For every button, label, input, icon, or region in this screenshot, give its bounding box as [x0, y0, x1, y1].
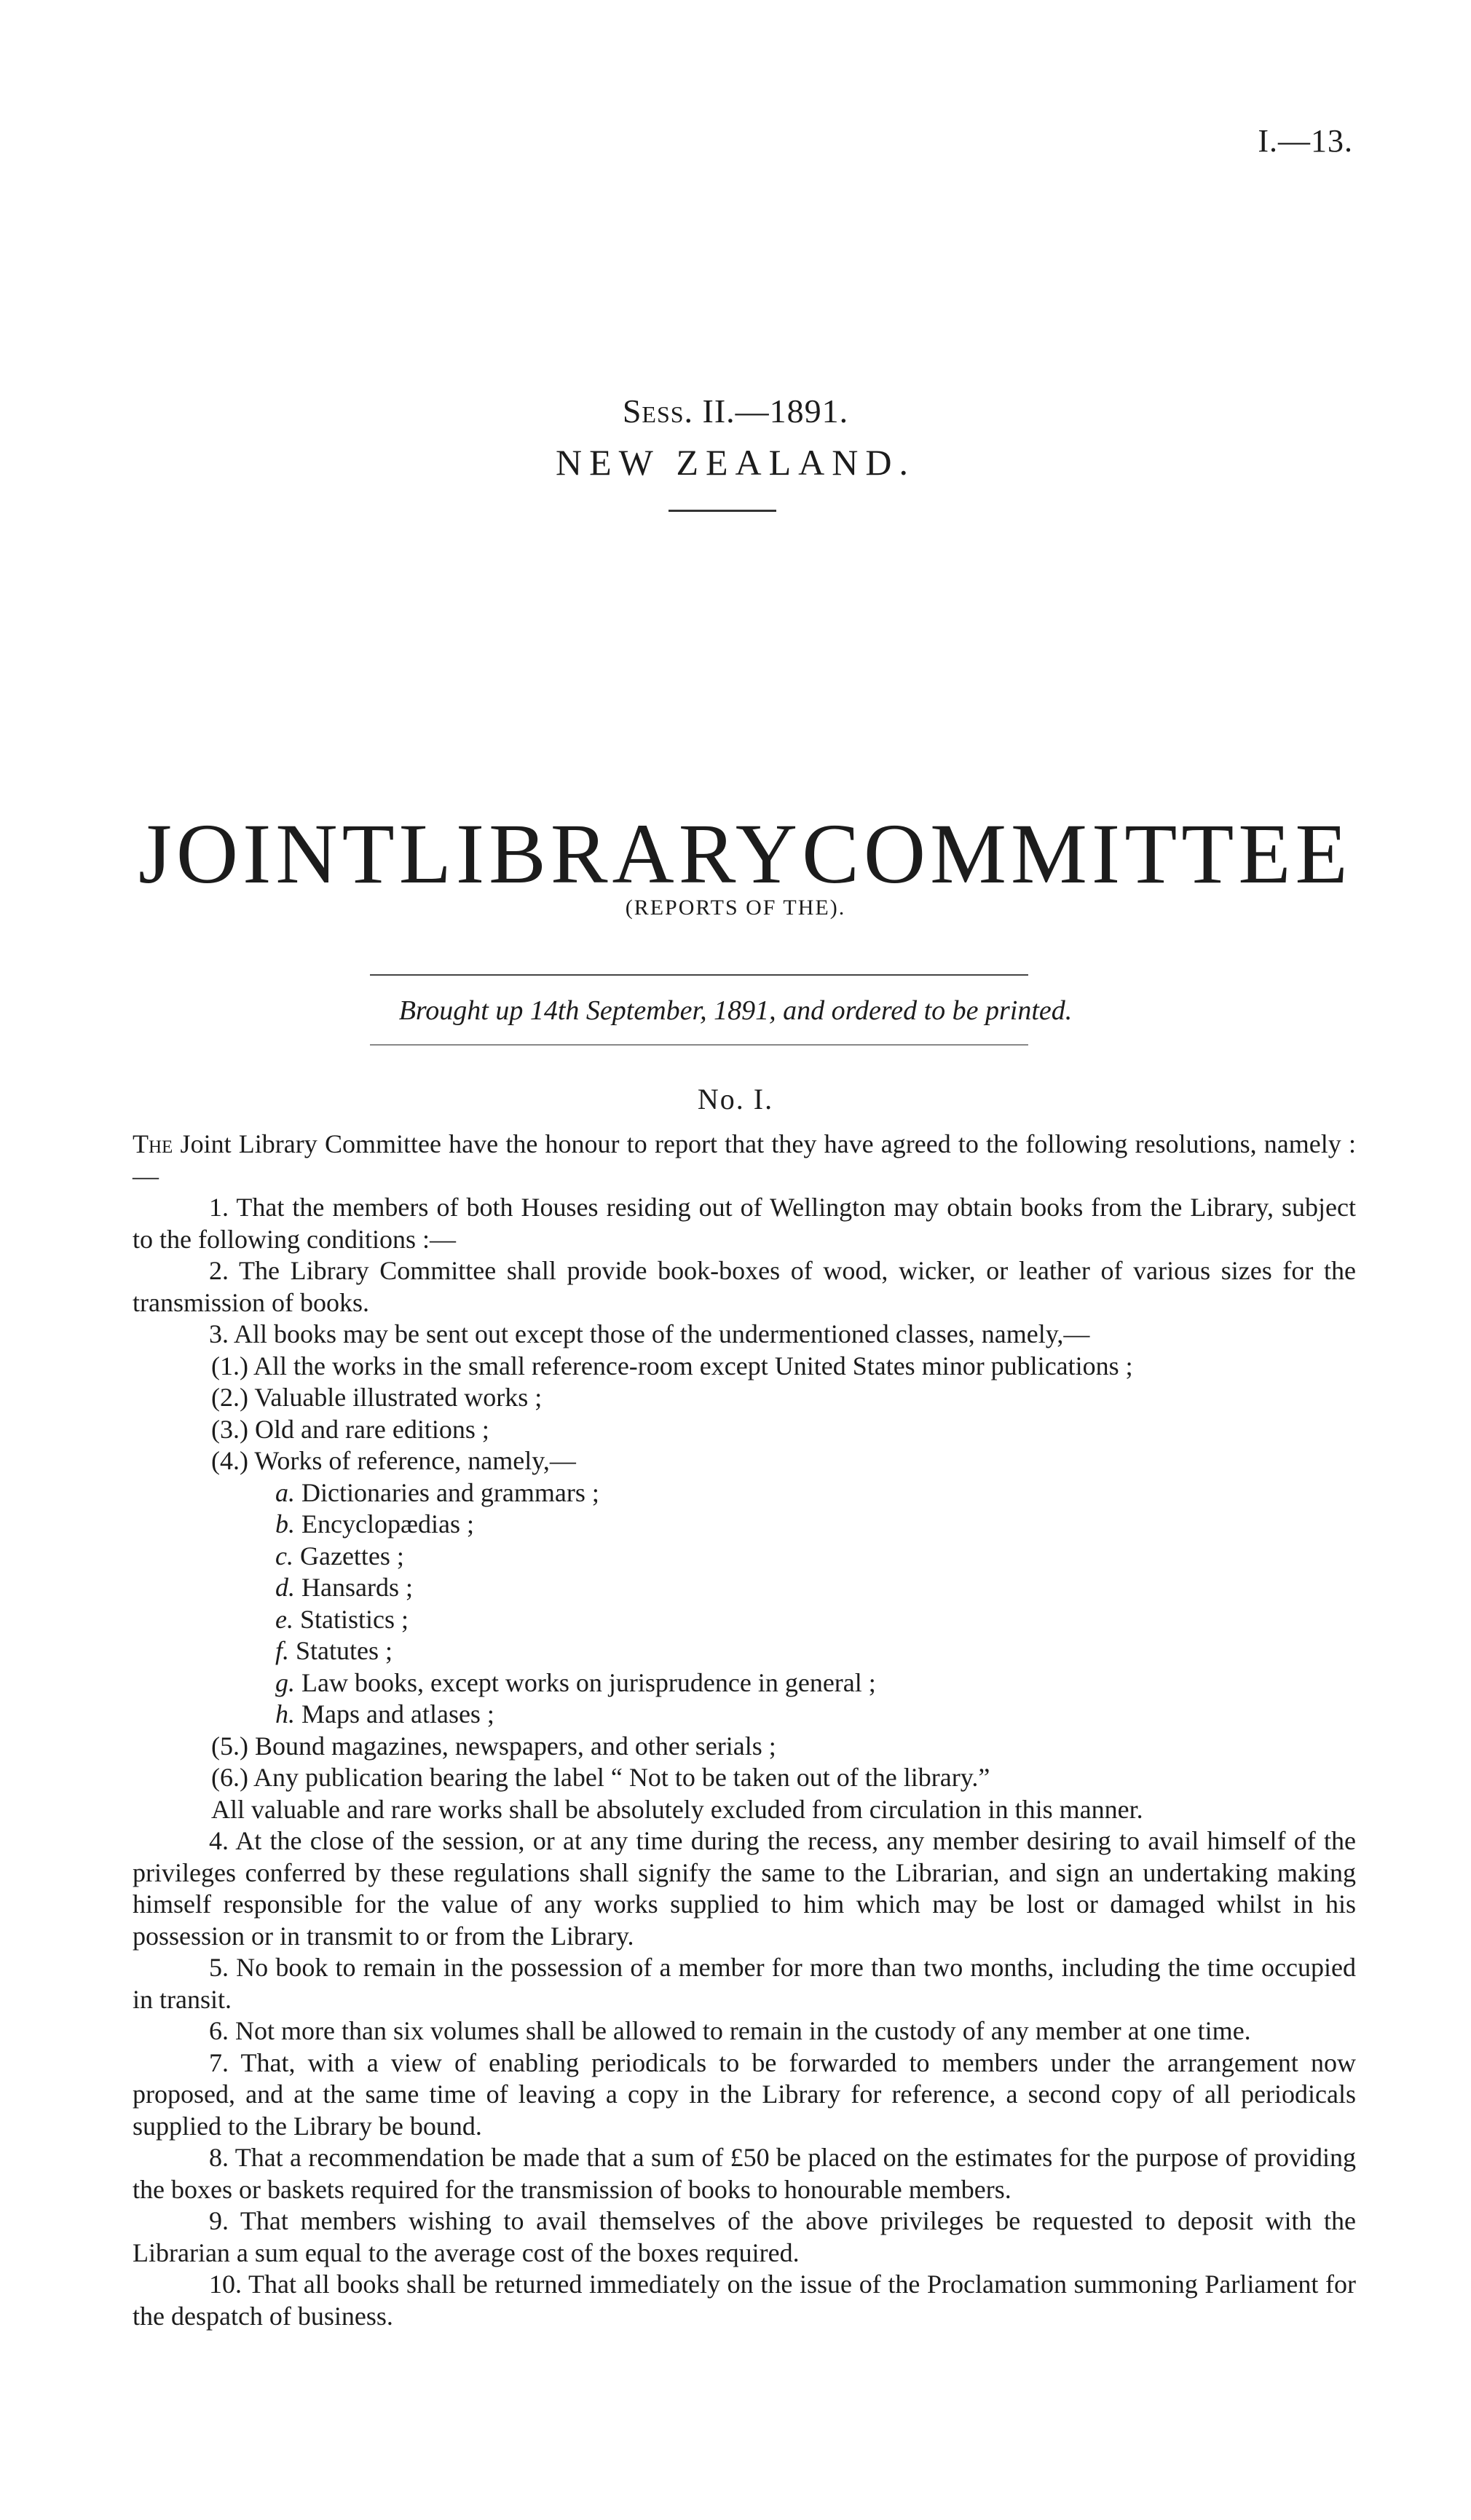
intro-text: Joint Library Committee have the honour to report that they have agreed to the following resolutions, namely :— — [133, 1129, 1356, 1190]
report-body — [133, 1129, 1356, 2332]
resolution-4: 4. At the close of the session, or at any time during the recess, any member desiring to avail himself of the privileges conferred by these regulations shall signify the same to the Librarian, and sign an undertaking making himself responsible for the value of any works supplied to him which may be lost or damaged whilst in his possession or in transmit to or from the Library. — [133, 1826, 1356, 1951]
title-word-committee: COMMITTEE — [802, 806, 1352, 901]
valuable-works-note: All valuable and rare works shall be absolutely excluded from circulation in this manner. — [211, 1794, 1143, 1824]
session-line: Sess. II.—1891. — [622, 392, 849, 430]
list-letter: c. — [275, 1541, 293, 1571]
list-letter: f. — [275, 1636, 290, 1665]
excluded-class-2: (2.) Valuable illustrated works ; — [211, 1383, 543, 1412]
reference-work-a — [133, 1477, 1356, 1509]
country-line: NEW ZEALAND. — [556, 442, 915, 483]
resolution-3: 3. All books may be sent out except those of the undermentioned classes, namely,— — [209, 1319, 1090, 1348]
list-letter: h. — [275, 1699, 295, 1729]
excluded-class-4: (4.) Works of reference, namely,— — [211, 1446, 576, 1475]
resolution-1: 1. That the members of both Houses residing out of Wellington may obtain books from the Library, subject to the following conditions :— — [133, 1193, 1356, 1254]
resolution-6: 6. Not more than six volumes shall be allowed to remain in the custody of any member at one time. — [209, 2016, 1251, 2045]
reference-work-b — [133, 1509, 1356, 1541]
list-text: Gazettes ; — [293, 1541, 404, 1571]
resolution-10: 10. That all books shall be returned immediately on the issue of the Proclamation summoning Parliament for the despatch of business. — [133, 2270, 1356, 2331]
reference-work-f — [133, 1635, 1356, 1667]
excluded-class-1: (1.) All the works in the small reference-room except United States minor publications ; — [211, 1351, 1133, 1381]
resolution-9: 9. That members wishing to avail themselves of the above privileges be requested to deposit with the Librarian a sum equal to the average cost of the boxes required. — [133, 2206, 1356, 2267]
section-number: No. I. — [697, 1083, 774, 1115]
resolution-2: 2. The Library Committee shall provide book-boxes of wood, wicker, or leather of various sizes for the transmission of books. — [133, 1256, 1356, 1317]
list-letter: d. — [275, 1573, 295, 1602]
list-text: Hansards ; — [295, 1573, 413, 1602]
brought-up-note: Brought up 14th September, 1891, and ordered to be printed. — [398, 995, 1073, 1026]
reference-work-c — [133, 1541, 1356, 1573]
intro-paragraph — [133, 1129, 1356, 1192]
list-letter: g. — [275, 1667, 295, 1697]
list-text: Encyclopædias ; — [295, 1509, 474, 1539]
document-title — [138, 805, 1352, 904]
reference-work-e — [133, 1604, 1356, 1636]
list-text: Maps and atlases ; — [295, 1699, 494, 1729]
paper-reference: I.—13. — [1258, 123, 1353, 159]
title-word-joint: JOINT — [138, 806, 399, 901]
list-letter: b. — [275, 1509, 295, 1539]
document-subtitle: (REPORTS OF THE). — [625, 896, 846, 920]
reference-work-h — [133, 1699, 1356, 1731]
reference-work-g — [133, 1667, 1356, 1699]
reference-work-d — [133, 1572, 1356, 1604]
list-text: Statutes ; — [289, 1636, 393, 1665]
list-letter: e. — [275, 1604, 293, 1634]
excluded-class-6: (6.) Any publication bearing the label “ Not to be taken out of the library.” — [211, 1763, 990, 1792]
resolution-8: 8. That a recommendation be made that a sum of £50 be placed on the estimates for the purpose of providing the boxes or baskets required for the transmission of books to honourable members. — [133, 2143, 1356, 2204]
list-text: Law books, except works on jurisprudence in general ; — [295, 1667, 876, 1697]
resolution-5: 5. No book to remain in the possession of a member for more than two months, including the time occupied in transit. — [133, 1953, 1356, 2014]
title-word-library: LIBRARY — [398, 806, 802, 901]
list-letter: a. — [275, 1477, 295, 1507]
intro-lead-word: The — [133, 1129, 173, 1158]
list-text: Dictionaries and grammars ; — [295, 1477, 599, 1507]
divider-top — [370, 974, 1028, 976]
short-divider — [669, 510, 776, 512]
resolution-7: 7. That, with a view of enabling periodicals to be forwarded to members under the arrangement now proposed, and at the same time of leaving a copy in the Library for reference, a second copy of all periodicals supplied to the Library be bound. — [133, 2047, 1356, 2141]
excluded-class-3: (3.) Old and rare editions ; — [211, 1414, 489, 1444]
excluded-class-5: (5.) Bound magazines, newspapers, and other serials ; — [211, 1731, 776, 1761]
list-text: Statistics ; — [293, 1604, 409, 1634]
divider-bottom — [370, 1044, 1028, 1046]
